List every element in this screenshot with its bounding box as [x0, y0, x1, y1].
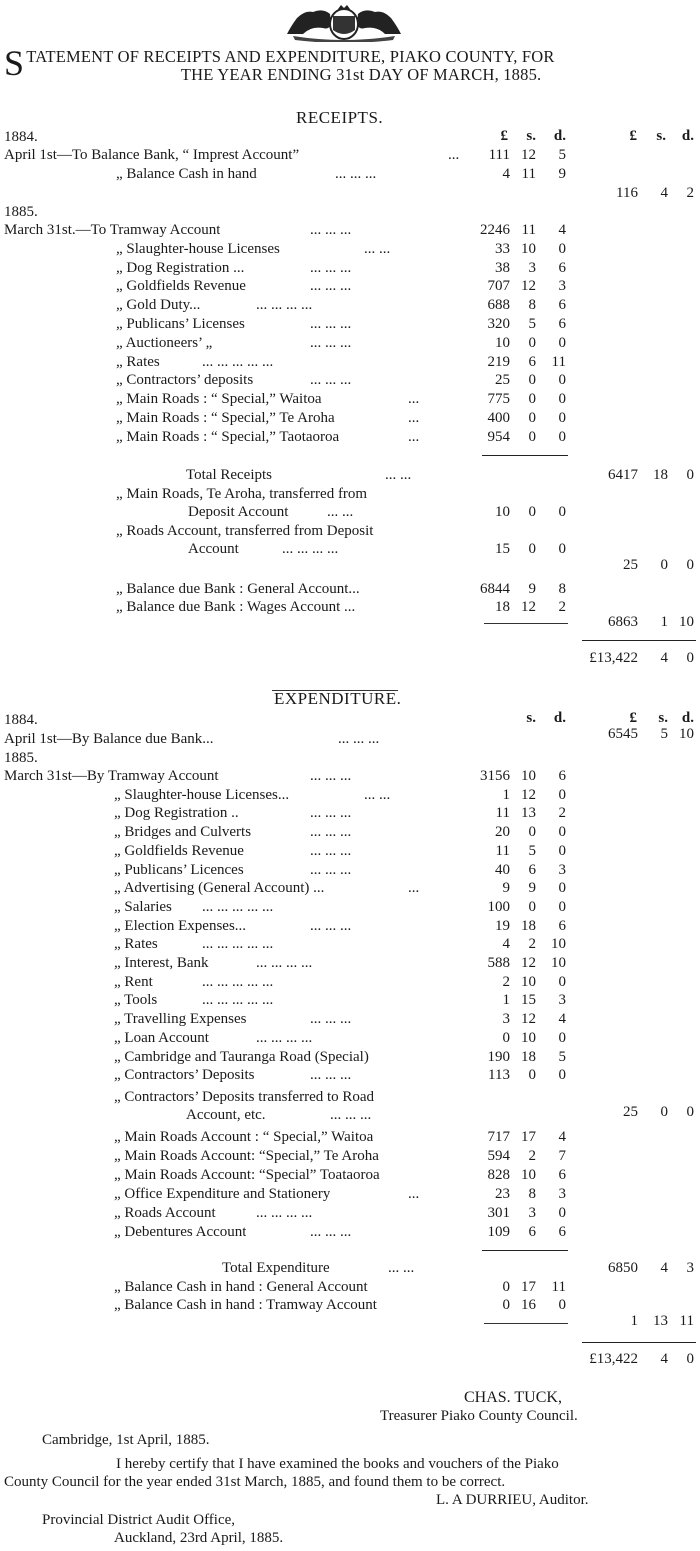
- col-pence: d.: [553, 128, 566, 144]
- expenditure-item-leader: ... ... ...: [310, 768, 352, 784]
- receipts-item-pounds: 320: [487, 316, 510, 332]
- expenditure-item2-label: „ Office Expenditure and Stationery: [114, 1186, 331, 1202]
- expenditure-item-shillings: 9: [528, 880, 536, 897]
- receipts-item-leader: ... ...: [364, 240, 391, 257]
- expenditure-item-shillings: 5: [528, 842, 536, 859]
- signatory-role: Treasurer Piako County Council.: [380, 1408, 578, 1424]
- expenditure-item-label: „ Bridges and Culverts: [114, 824, 252, 841]
- expenditure-item-pounds: 20: [495, 824, 510, 841]
- expenditure-item2-row: [0, 1204, 700, 1223]
- receipts-item-pence: 0: [558, 410, 566, 426]
- receipts-item-row: [0, 409, 700, 428]
- expenditure-item-leader: ... ... ... ... ...: [202, 936, 274, 953]
- expenditure-item-pence: 0: [558, 898, 566, 915]
- expenditure-item-leader: ...: [408, 880, 420, 897]
- receipts-item-pounds: 10: [495, 334, 510, 351]
- receipts-item-row: [0, 296, 700, 315]
- expenditure-item-label: „ Dog Registration ..: [114, 805, 239, 822]
- expenditure-item-row: [0, 954, 700, 973]
- expenditure-item-label: „ Advertising (General Account) ...: [114, 880, 325, 897]
- receipts-opening-pounds: 111: [488, 147, 510, 163]
- expenditure-item-label: „ Interest, Bank: [114, 955, 209, 971]
- expenditure-item-pounds: 588: [487, 955, 510, 971]
- receipts-item-pence: 0: [558, 372, 566, 389]
- receipts-item-pence: 6: [558, 297, 566, 314]
- expenditure-item-pence: 5: [558, 1048, 566, 1065]
- expenditure-item-pounds: 9: [502, 880, 510, 897]
- expenditure-cash-general: „ Balance Cash in hand : General Account 0 17 11: [114, 1279, 566, 1295]
- expenditure-item-leader: ... ... ...: [310, 1067, 352, 1084]
- expenditure-item-leader: ... ... ... ... ...: [202, 898, 274, 915]
- expenditure-item-leader: ... ... ... ...: [256, 955, 313, 971]
- expenditure-cash-tramway: „ Balance Cash in hand : Tramway Account 0 16 0: [114, 1297, 566, 1313]
- expenditure-item2-shillings: 17: [521, 1129, 536, 1145]
- expenditure-item-row: [0, 973, 700, 992]
- receipts-item-leader: ... ... ... ...: [256, 297, 313, 314]
- receipts-item-row: [0, 353, 700, 372]
- expenditure-item-shillings: 0: [528, 824, 536, 841]
- receipts-item-pence: 0: [558, 428, 566, 445]
- expenditure-item2-pence: 4: [558, 1129, 566, 1145]
- expenditure-grand-total: £13,422 4 0: [589, 1351, 694, 1367]
- expenditure-item-row: [0, 991, 700, 1010]
- expenditure-item-label: „ Goldfields Revenue: [114, 842, 244, 859]
- receipts-item-pounds: 688: [487, 297, 510, 314]
- receipts-item-pounds: 219: [487, 353, 510, 370]
- receipts-item-label: „ Rates: [116, 353, 160, 370]
- expenditure-item2-pence: 7: [558, 1148, 566, 1164]
- expenditure-item2-pence: 6: [558, 1224, 566, 1240]
- expenditure-item2-pounds: 109: [487, 1224, 510, 1240]
- col-pounds: £: [500, 128, 508, 144]
- receipts-item-row: [0, 371, 700, 390]
- expenditure-item-label: „ Contractors’ Deposits: [114, 1067, 255, 1084]
- expenditure-item-leader: ... ... ... ...: [256, 1029, 313, 1046]
- receipts-item-pence: 0: [558, 334, 566, 351]
- receipts-item-row: [0, 428, 700, 447]
- receipts-item-pounds: 38: [495, 259, 510, 276]
- expenditure-item2-leader: ... ... ... ...: [256, 1205, 313, 1221]
- signatory-name: CHAS. TUCK,: [464, 1389, 562, 1406]
- expenditure-item-label: „ Travelling Expenses: [114, 1011, 247, 1028]
- expenditure-item-pounds: 4: [502, 936, 510, 953]
- expenditure-item-label: „ Cambridge and Tauranga Road (Special): [114, 1048, 369, 1065]
- expenditure-item-pence: 2: [558, 805, 566, 822]
- receipts-heading: RECEIPTS.: [296, 108, 384, 127]
- expenditure-item-pounds: 190: [487, 1048, 510, 1065]
- expenditure-item-pounds: 100: [487, 898, 510, 915]
- expenditure-item-row: [0, 767, 700, 786]
- expenditure-item-pence: 6: [558, 917, 566, 934]
- expenditure-item2-pounds: 23: [495, 1186, 510, 1202]
- expenditure-item2-label: „ Main Roads Account : “ Special,” Waitoa: [114, 1129, 374, 1145]
- expenditure-item-pence: 0: [558, 824, 566, 841]
- expenditure-cd-transfer-line-a: „ Contractors’ Deposits transferred to Road: [114, 1089, 375, 1105]
- receipts-item-leader: ...: [408, 410, 420, 426]
- expenditure-cash-total: 1 13 11: [630, 1313, 694, 1329]
- receipts-item-label: „ Auctioneers’ „: [116, 334, 213, 351]
- expenditure-item-pence: 0: [558, 786, 566, 803]
- expenditure-item-shillings: 0: [528, 1067, 536, 1084]
- expenditure-item-row: [0, 786, 700, 805]
- receipts-item-row: [0, 315, 700, 334]
- receipts-item-shillings: 3: [528, 259, 536, 276]
- expenditure-item2-shillings: 10: [521, 1167, 536, 1183]
- receipts-transfer2-line-a: „ Roads Account, transferred from Deposit: [116, 523, 374, 539]
- expenditure-item2-shillings: 3: [528, 1205, 536, 1221]
- expenditure-item-pounds: 11: [495, 805, 510, 822]
- receipts-item-pounds: 25: [495, 372, 510, 389]
- expenditure-item-row: [0, 1010, 700, 1029]
- expenditure-item-leader: ... ... ... ... ...: [202, 973, 274, 990]
- expenditure-item2-label: „ Main Roads Account: “Special” Toataoroa: [114, 1167, 380, 1183]
- expenditure-item-label: „ Slaughter-house Licenses...: [114, 786, 290, 803]
- receipts-item-row: [0, 221, 700, 240]
- receipts-item-shillings: 5: [528, 316, 536, 332]
- expenditure-item-pounds: 2: [502, 973, 510, 990]
- expenditure-item2-pounds: 828: [487, 1167, 510, 1183]
- col-total-pounds: £: [629, 128, 637, 144]
- expenditure-item2-shillings: 8: [528, 1186, 536, 1202]
- expenditure-item-pounds: 0: [502, 1029, 510, 1046]
- expenditure-item-row: [0, 842, 700, 861]
- receipts-opening-pence: 9: [558, 166, 566, 182]
- receipts-transfer1-line-a: „ Main Roads, Te Aroha, transferred from: [116, 486, 368, 502]
- expenditure-item-pence: 0: [558, 880, 566, 897]
- expenditure-item-leader: ... ... ... ... ...: [202, 992, 274, 1009]
- expenditure-item2-row: [0, 1223, 700, 1242]
- expenditure-item-pence: 0: [558, 1067, 566, 1084]
- expenditure-item-row: [0, 1066, 700, 1085]
- expenditure-item-pence: 0: [558, 973, 566, 990]
- expenditure-item-row: [0, 823, 700, 842]
- expenditure-item-shillings: 10: [521, 768, 536, 784]
- expenditure-item-leader: ... ... ...: [310, 1011, 352, 1028]
- col-total-shillings: s.: [656, 128, 666, 144]
- col-total-pence: d.: [681, 128, 694, 144]
- receipts-bank-total: 6863 1 10: [608, 614, 694, 630]
- receipts-item-shillings: 8: [528, 297, 536, 314]
- receipts-opening-label: April 1st—To Balance Bank, “ Imprest Account”: [4, 147, 300, 163]
- auditor-signature: L. A DURRIEU, Auditor.: [436, 1492, 589, 1508]
- title-line-2: THE YEAR ENDING 31st DAY OF MARCH, 1885.: [180, 65, 542, 84]
- expenditure-item2-pounds: 717: [487, 1129, 510, 1145]
- receipts-grand-rule: [582, 640, 696, 641]
- title-drop-cap: S: [4, 43, 25, 83]
- receipts-item-shillings: 0: [528, 428, 536, 445]
- expenditure-item-shillings: 2: [528, 936, 536, 953]
- expenditure-item-pounds: 1: [502, 786, 510, 803]
- receipts-item-pounds: 954: [487, 428, 510, 445]
- expenditure-items-rule: [482, 1250, 568, 1251]
- receipts-opening-total: 116 4 2: [616, 185, 694, 201]
- receipts-year-1884: 1884.: [4, 129, 38, 145]
- expenditure-item-shillings: 15: [521, 992, 536, 1009]
- receipts-item-pounds: 33: [495, 240, 510, 257]
- expenditure-cd-transfer-total: 25 0 0: [623, 1104, 694, 1120]
- expenditure-item-row: [0, 861, 700, 880]
- expenditure-item-shillings: 6: [528, 861, 536, 878]
- receipts-item-label: „ Slaughter-house Licenses: [116, 240, 280, 257]
- receipts-item-shillings: 0: [528, 372, 536, 389]
- receipts-item-label: „ Main Roads : “ Special,” Taotaoroa: [116, 428, 340, 445]
- receipts-grand-total: £13,422 4 0: [589, 650, 694, 666]
- expenditure-item2-pence: 0: [558, 1205, 566, 1221]
- expenditure-item-pence: 0: [558, 1029, 566, 1046]
- receipts-item-label: „ Dog Registration ...: [116, 259, 245, 276]
- receipts-opening-leader: ... ... ...: [335, 166, 377, 182]
- receipts-item-label: „ Goldfields Revenue: [116, 278, 246, 295]
- expenditure-item-row: [0, 917, 700, 936]
- expenditure-item-shillings: 10: [521, 1029, 536, 1046]
- receipts-item-leader: ... ... ...: [310, 259, 352, 276]
- expenditure-item2-leader: ...: [408, 1186, 420, 1202]
- audit-office: Provincial District Audit Office,: [42, 1512, 236, 1528]
- expenditure-item-shillings: 12: [521, 1011, 536, 1028]
- expenditure-grand-rule: [582, 1342, 696, 1343]
- expenditure-item2-label: „ Debentures Account: [114, 1224, 247, 1240]
- receipts-transfer1-line-b: Deposit Account ... ... 10 0 0: [188, 504, 566, 520]
- receipts-item-label: March 31st.—To Tramway Account: [4, 222, 221, 238]
- expenditure-item-label: March 31st—By Tramway Account: [4, 768, 219, 784]
- expenditure-item2-row: [0, 1128, 700, 1147]
- expenditure-item2-pence: 6: [558, 1167, 566, 1183]
- expenditure-item-row: [0, 1029, 700, 1048]
- signature-place-date: Cambridge, 1st April, 1885.: [42, 1432, 210, 1448]
- receipts-item-leader: ... ... ...: [310, 278, 352, 295]
- expenditure-item-pounds: 11: [495, 842, 510, 859]
- expenditure-item-pounds: 3: [502, 1011, 510, 1028]
- receipts-item-pence: 6: [558, 259, 566, 276]
- expenditure-item-row: [0, 804, 700, 823]
- receipts-item-shillings: 12: [521, 278, 536, 295]
- expenditure-item-pounds: 40: [495, 861, 510, 878]
- expenditure-item2-row: [0, 1185, 700, 1204]
- receipts-item-label: „ Gold Duty...: [116, 297, 201, 314]
- title-line-1: TATEMENT OF RECEIPTS AND EXPENDITURE, PIAKO COUNTY, FOR: [26, 47, 555, 66]
- receipts-item-pounds: 2246: [480, 222, 510, 238]
- receipts-item-leader: ... ... ...: [310, 372, 352, 389]
- receipts-transfer2-line-b: Account ... ... ... ... 15 0 0: [188, 541, 566, 557]
- expenditure-item-label: „ Rates: [114, 936, 158, 953]
- expenditure-item-pence: 3: [558, 992, 566, 1009]
- expenditure-item-pounds: 19: [495, 917, 510, 934]
- receipts-item-label: „ Main Roads : “ Special,” Te Aroha: [116, 410, 335, 426]
- receipts-item-pence: 0: [558, 240, 566, 257]
- receipts-item-shillings: 11: [521, 222, 536, 238]
- expenditure-item2-pounds: 301: [487, 1205, 510, 1221]
- expenditure-item-label: „ Tools: [114, 992, 158, 1009]
- statement-title: [4, 43, 696, 84]
- expenditure-item-shillings: 12: [521, 955, 536, 971]
- expenditure-item-shillings: 18: [521, 1048, 536, 1065]
- receipts-item-pence: 4: [558, 222, 566, 238]
- receipts-opening-shillings: 12: [521, 147, 536, 163]
- expenditure-item-shillings: 0: [528, 898, 536, 915]
- receipts-year-1885: 1885.: [4, 204, 38, 220]
- expenditure-item-label: „ Loan Account: [114, 1029, 209, 1046]
- receipts-opening-label: „ Balance Cash in hand: [116, 166, 257, 182]
- receipts-opening-row: [0, 165, 700, 184]
- receipts-item-pounds: 400: [487, 410, 510, 426]
- expenditure-item-label: „ Rent: [114, 973, 153, 990]
- expenditure-item2-row: [0, 1166, 700, 1185]
- receipts-item-pence: 0: [558, 391, 566, 408]
- expenditure-item-pence: 10: [551, 936, 566, 953]
- expenditure-item2-shillings: 6: [528, 1224, 536, 1240]
- expenditure-item-leader: ... ...: [364, 786, 391, 803]
- expenditure-item-pence: 3: [558, 861, 566, 878]
- receipts-item-pence: 6: [558, 316, 566, 332]
- expenditure-item2-pounds: 594: [487, 1148, 510, 1164]
- expenditure-item-pounds: 3156: [480, 768, 510, 784]
- expenditure-item-leader: ... ... ...: [310, 842, 352, 859]
- expenditure-item-leader: ... ... ...: [310, 824, 352, 841]
- receipts-item-shillings: 0: [528, 334, 536, 351]
- receipts-item-label: „ Contractors’ deposits: [116, 372, 254, 389]
- audit-place-date: Auckland, 23rd April, 1885.: [114, 1530, 284, 1546]
- receipts-item-leader: ... ... ... ... ...: [202, 353, 274, 370]
- expenditure-item-row: [0, 935, 700, 954]
- expenditure-item-shillings: 13: [521, 805, 536, 822]
- expenditure-heading: EXPENDITURE.: [274, 689, 402, 708]
- receipts-transfer-total: 25 0 0: [623, 557, 694, 573]
- expenditure-opening-total: 6545 5 10: [608, 726, 694, 742]
- expenditure-column-headers: s. d. £ s. d.: [526, 710, 694, 726]
- receipts-item-row: [0, 390, 700, 409]
- receipts-item-pounds: 775: [487, 391, 510, 408]
- expenditure-item-pounds: 113: [488, 1067, 510, 1084]
- expenditure-item-shillings: 12: [521, 786, 536, 803]
- receipts-item-shillings: 6: [528, 353, 536, 370]
- expenditure-item-label: „ Election Expenses...: [114, 917, 247, 934]
- receipts-item-pounds: 707: [487, 278, 510, 295]
- receipts-item-label: „ Publicans’ Licenses: [116, 316, 245, 332]
- receipts-item-row: [0, 240, 700, 259]
- expenditure-heading-rule: [272, 690, 398, 691]
- receipts-item-row: [0, 259, 700, 278]
- receipts-item-leader: ... ... ...: [310, 222, 352, 238]
- receipts-item-pence: 11: [551, 353, 566, 370]
- expenditure-item2-label: „ Roads Account: [114, 1205, 216, 1221]
- receipts-item-row: [0, 334, 700, 353]
- expenditure-cd-transfer-line-b: Account, etc. ... ... ...: [186, 1107, 372, 1123]
- receipts-item-row: [0, 277, 700, 296]
- receipts-column-headers: [0, 127, 700, 146]
- expenditure-item-label: „ Salaries: [114, 898, 172, 915]
- expenditure-item-pence: 6: [558, 768, 566, 784]
- receipts-item-leader: ... ... ...: [310, 334, 352, 351]
- receipts-bank-general: „ Balance due Bank : General Account... 6844 9 8: [116, 581, 566, 597]
- audit-text-line-2: County Council for the year ended 31st March, 1885, and found them to be correct.: [4, 1474, 506, 1490]
- receipts-items-rule: [482, 455, 568, 456]
- receipts-bank-wages: „ Balance due Bank : Wages Account ... 18 12 2: [116, 599, 566, 615]
- receipts-item-shillings: 0: [528, 410, 536, 426]
- receipts-total-row: Total Receipts ... ... 6417 18 0: [186, 467, 694, 483]
- receipts-item-leader: ...: [408, 428, 420, 445]
- expenditure-item-row: [0, 1048, 700, 1067]
- coat-of-arms-icon: [283, 4, 405, 42]
- expenditure-item2-leader: ... ... ...: [310, 1224, 352, 1240]
- expenditure-item-row: [0, 879, 700, 898]
- receipts-item-leader: ...: [408, 391, 420, 408]
- receipts-item-leader: ... ... ...: [310, 316, 352, 332]
- expenditure-total-row: Total Expenditure ... ... 6850 4 3: [222, 1260, 694, 1276]
- receipts-item-label: „ Main Roads : “ Special,” Waitoa: [116, 391, 322, 408]
- expenditure-item2-label: „ Main Roads Account: “Special,” Te Aroha: [114, 1148, 379, 1164]
- expenditure-item-row: [0, 898, 700, 917]
- expenditure-item-shillings: 10: [521, 973, 536, 990]
- expenditure-opening-row: April 1st—By Balance due Bank... ... ... ...: [4, 731, 380, 747]
- receipts-opening-pounds: 4: [502, 166, 510, 182]
- receipts-item-shillings: 0: [528, 391, 536, 408]
- receipts-opening-pence: 5: [558, 147, 566, 163]
- expenditure-item-leader: ... ... ...: [310, 861, 352, 878]
- receipts-item-shillings: 10: [521, 240, 536, 257]
- col-shillings: s.: [526, 128, 536, 144]
- expenditure-item2-row: [0, 1147, 700, 1166]
- expenditure-item-pounds: 1: [502, 992, 510, 1009]
- expenditure-item-leader: ... ... ...: [310, 805, 352, 822]
- receipts-item-pence: 3: [558, 278, 566, 295]
- expenditure-year-1884: 1884.: [4, 712, 38, 728]
- expenditure-item-label: „ Publicans’ Licences: [114, 861, 244, 878]
- expenditure-year-1885: 1885.: [4, 750, 38, 766]
- audit-text-line-1: I hereby certify that I have examined the books and vouchers of the Piako: [116, 1456, 559, 1472]
- expenditure-item-shillings: 18: [521, 917, 536, 934]
- expenditure-item2-shillings: 2: [528, 1148, 536, 1164]
- expenditure-item-pence: 4: [558, 1011, 566, 1028]
- expenditure-item-pence: 10: [551, 955, 566, 971]
- expenditure-item-leader: ... ... ...: [310, 917, 352, 934]
- receipts-opening-shillings: 11: [521, 166, 536, 182]
- receipts-opening-row: [0, 146, 700, 165]
- receipts-opening-leader: ...: [448, 147, 460, 163]
- expenditure-item-pence: 0: [558, 842, 566, 859]
- expenditure-item2-pence: 3: [558, 1186, 566, 1202]
